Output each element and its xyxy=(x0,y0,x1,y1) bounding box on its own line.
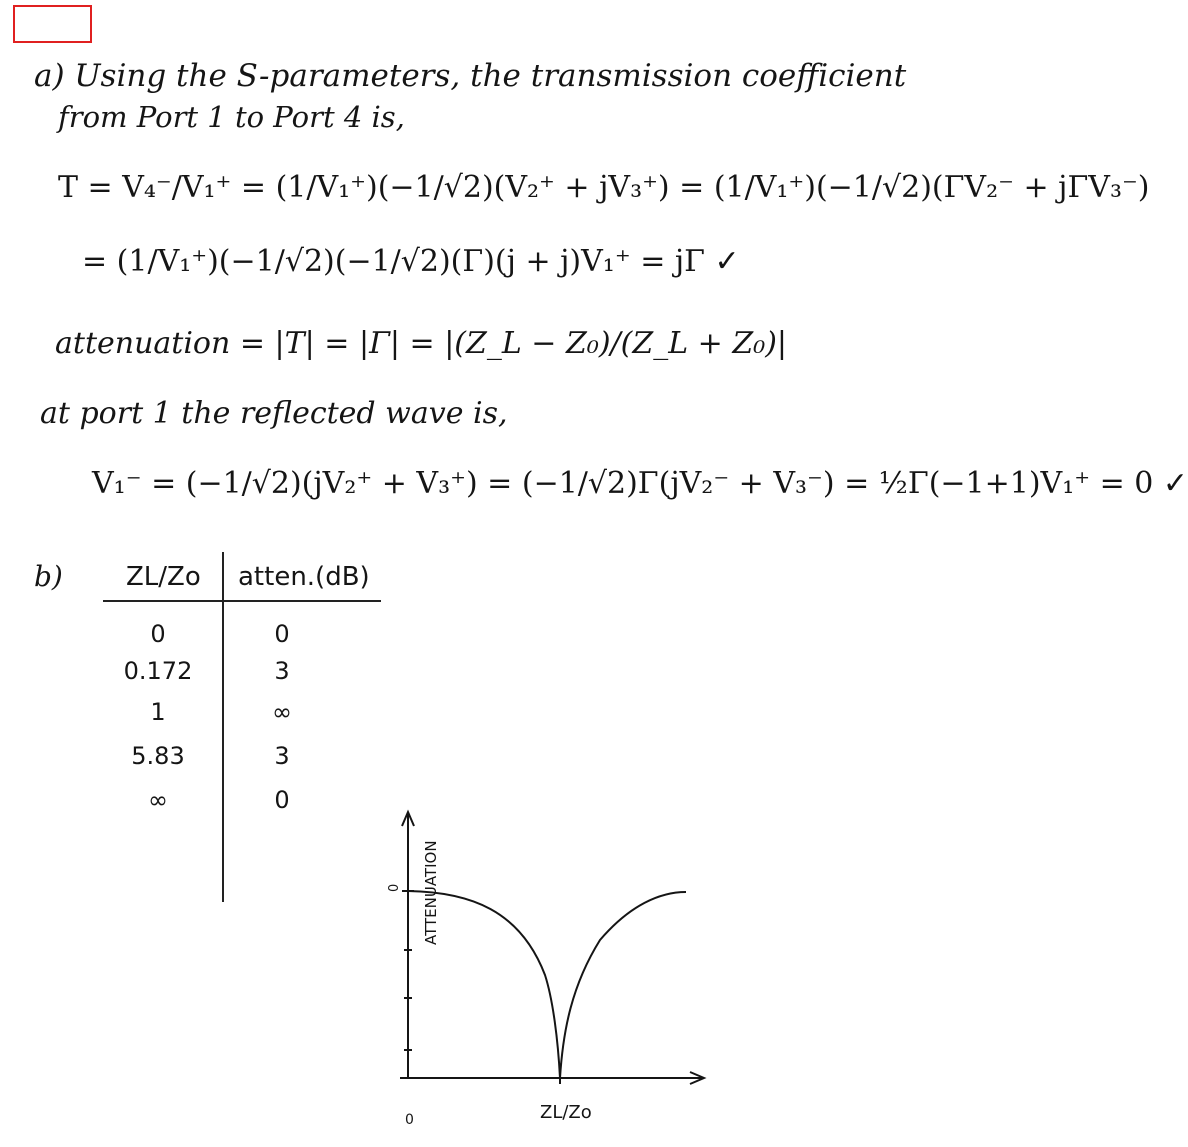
table-cell: 3 xyxy=(274,657,290,685)
attenuation-plot xyxy=(350,800,730,1135)
table-cell: 5.83 xyxy=(131,742,185,770)
table-column-divider xyxy=(222,552,224,902)
part-a-intro-line-2: from Port 1 to Port 4 is, xyxy=(58,100,405,134)
table-cell: 0 xyxy=(150,620,166,648)
table-cell: 3 xyxy=(274,742,290,770)
table-cell: ∞ xyxy=(272,698,292,726)
table-header-atten: atten.(dB) xyxy=(238,562,370,592)
table-cell: ∞ xyxy=(148,786,168,814)
x-origin-label: 0 xyxy=(405,1112,414,1128)
reflected-wave-equation: V₁⁻ = (−1/√2)(jV₂⁺ + V₃⁺) = (−1/√2)Γ(jV₂⁻ + V₃⁻) = ½Γ(−1+1)V₁⁺ = 0 ✓ xyxy=(92,466,1188,501)
table-cell: 0.172 xyxy=(123,657,193,685)
y-tick-label: 0 xyxy=(387,883,402,892)
table-header-divider xyxy=(103,600,381,602)
red-box-marker xyxy=(13,5,92,43)
part-b-label: b) xyxy=(34,560,63,593)
table-cell: 0 xyxy=(274,620,290,648)
attenuation-equation: attenuation = |T| = |Γ| = |(Z_L − Z₀)/(Z_L + Z₀)| xyxy=(55,326,788,361)
transmission-equation-continued: = (1/V₁⁺)(−1/√2)(−1/√2)(Γ)(j + j)V₁⁺ = jΓ ✓ xyxy=(82,244,740,279)
y-axis-label: ATTENUATION xyxy=(422,840,440,945)
table-header-zl-zo: ZL/Zo xyxy=(126,562,201,592)
transmission-equation: T = V₄⁻/V₁⁺ = (1/V₁⁺)(−1/√2)(V₂⁺ + jV₃⁺) = (1/V₁⁺)(−1/√2)(ΓV₂⁻ + jΓV₃⁻) xyxy=(58,170,1150,205)
reflected-wave-statement: at port 1 the reflected wave is, xyxy=(40,396,508,431)
table-cell: 0 xyxy=(274,786,290,814)
table-cell: 1 xyxy=(150,698,166,726)
attenuation-curve xyxy=(408,891,686,1078)
part-a-intro-line: a) Using the S-parameters, the transmission coefficient xyxy=(34,58,907,94)
x-axis-label: ZL/Zo xyxy=(540,1102,592,1123)
